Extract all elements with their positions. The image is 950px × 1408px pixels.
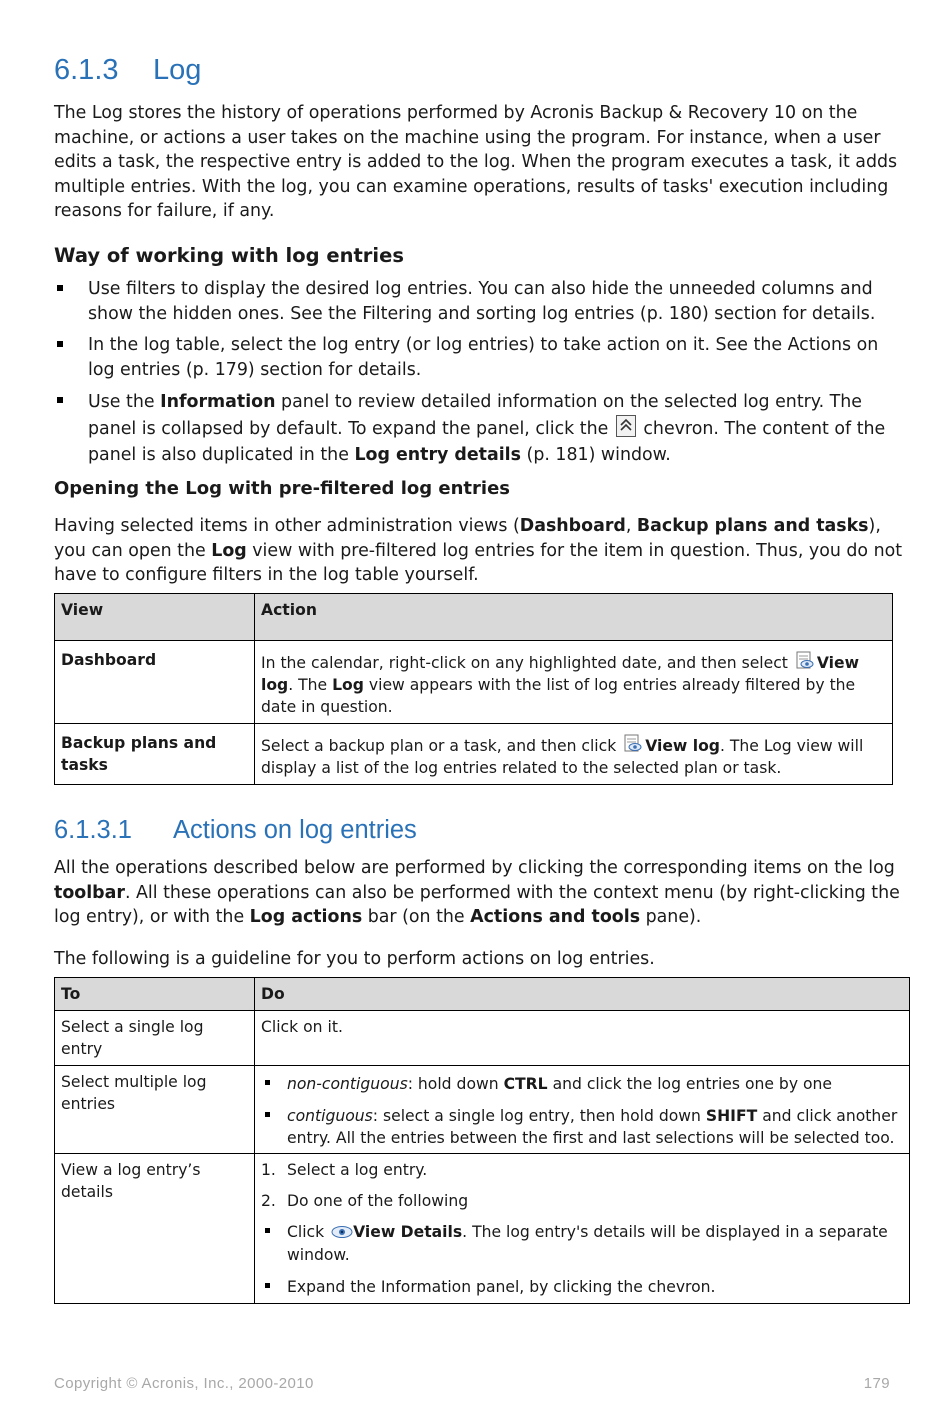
- view-log-icon[interactable]: [623, 734, 643, 754]
- page-number: 179: [863, 1375, 890, 1392]
- copyright-text: Copyright © Acronis, Inc., 2000-2010: [54, 1375, 314, 1392]
- view-cell: Backup plans and tasks: [55, 724, 255, 785]
- action-cell: Select a backup plan or a task, and then click View log. The Log view will display a list of the log entries related to the selected plan or task.: [255, 724, 893, 785]
- to-cell: Select a single log entry: [55, 1011, 255, 1066]
- page-footer: [54, 1375, 890, 1392]
- table-row: [55, 724, 893, 785]
- list-item: Click View Details. The log entry's details will be displayed in a separate window.: [261, 1221, 903, 1266]
- to-do-table: [54, 977, 910, 1304]
- table-row: [55, 641, 893, 724]
- way-list: [54, 277, 904, 475]
- column-header-view: View: [55, 594, 255, 641]
- way-bullet-information: Use the Information panel to review detailed information on the selected log entry. The panel is collapsed by default. To expand the panel, click the chevron. The content of the panel is also duplicated in the Log entry details (p. 181) window.: [54, 389, 904, 468]
- list-item: Expand the Information panel, by clicking the chevron.: [261, 1276, 903, 1298]
- table-row: [55, 1066, 910, 1154]
- actions-paragraph: All the operations described below are performed by clicking the corresponding items on the log toolbar. All these operations can also be performed with the context menu (by right-clicking the log entry), or with the Log actions bar (on the Actions and tools pane).: [54, 858, 900, 928]
- list-item: 1. Select a log entry.: [261, 1161, 428, 1179]
- table-header-row: [55, 594, 893, 641]
- to-cell: Select multiple log entries: [55, 1066, 255, 1154]
- section-number: 6.1.3: [54, 54, 119, 86]
- view-details-icon[interactable]: [331, 1224, 351, 1244]
- table-row: [55, 1154, 910, 1304]
- chevron-up-icon[interactable]: [616, 415, 636, 435]
- way-heading: Way of working with log entries: [54, 244, 404, 267]
- to-cell: View a log entry’s details: [55, 1154, 255, 1304]
- prefiltered-paragraph: Having selected items in other administration views (Dashboard, Backup plans and tasks), you can open the Log view with pre-filtered log entries for the item in question. Thus, you do not have to configure filters in the log table yourself.: [54, 516, 903, 586]
- do-list: [261, 1073, 903, 1149]
- column-header-action: Action: [255, 594, 893, 641]
- table-row: [55, 1011, 910, 1066]
- do-list: [261, 1221, 903, 1298]
- table-header-row: [55, 978, 910, 1011]
- steps-list: [261, 1159, 903, 1212]
- list-item: contiguous: select a single log entry, then hold down SHIFT and click another entry. All the entries between the first and last selections will be selected too.: [261, 1105, 903, 1149]
- view-log-icon[interactable]: [795, 651, 815, 671]
- way-bullet-filters: Use filters to display the desired log entries. You can also hide the unneeded columns and show the hidden ones. See the Filtering and sorting log entries (p. 180) section for details.: [54, 277, 904, 326]
- subsection-number: 6.1.3.1: [54, 816, 132, 844]
- column-header-do: Do: [255, 978, 910, 1011]
- view-cell: Dashboard: [55, 641, 255, 724]
- do-cell: [255, 1154, 910, 1304]
- do-cell: Click on it.: [255, 1011, 910, 1066]
- do-cell: [255, 1066, 910, 1154]
- list-item: non-contiguous: hold down CTRL and click the log entries one by one: [261, 1073, 903, 1095]
- subsection-heading: [54, 816, 417, 845]
- list-item: 2. Do one of the following: [261, 1192, 469, 1210]
- way-bullet-select: In the log table, select the log entry (or log entries) to take action on it. See the Actions on log entries (p. 179) section for details.: [54, 333, 904, 382]
- section-title: Log: [153, 54, 202, 86]
- view-action-table: [54, 593, 893, 785]
- action-cell: In the calendar, right-click on any highlighted date, and then select View log. The Log view appears with the list of log entries already filtered by the date in question.: [255, 641, 893, 724]
- prefiltered-heading: Opening the Log with pre-filtered log entries: [54, 478, 510, 499]
- subsection-title: Actions on log entries: [173, 816, 417, 844]
- guideline-paragraph: The following is a guideline for you to perform actions on log entries.: [54, 949, 655, 969]
- column-header-to: To: [55, 978, 255, 1011]
- section-heading: [54, 54, 201, 87]
- intro-paragraph: The Log stores the history of operations performed by Acronis Backup & Recovery 10 on the machine, or actions a user takes on the machine using the program. For instance, when a user edits a task, the respective entry is added to the log. When the program executes a task, it adds multiple entries. With the log, you can examine operations, results of tasks' execution including reasons for failure, if any.: [54, 103, 898, 222]
